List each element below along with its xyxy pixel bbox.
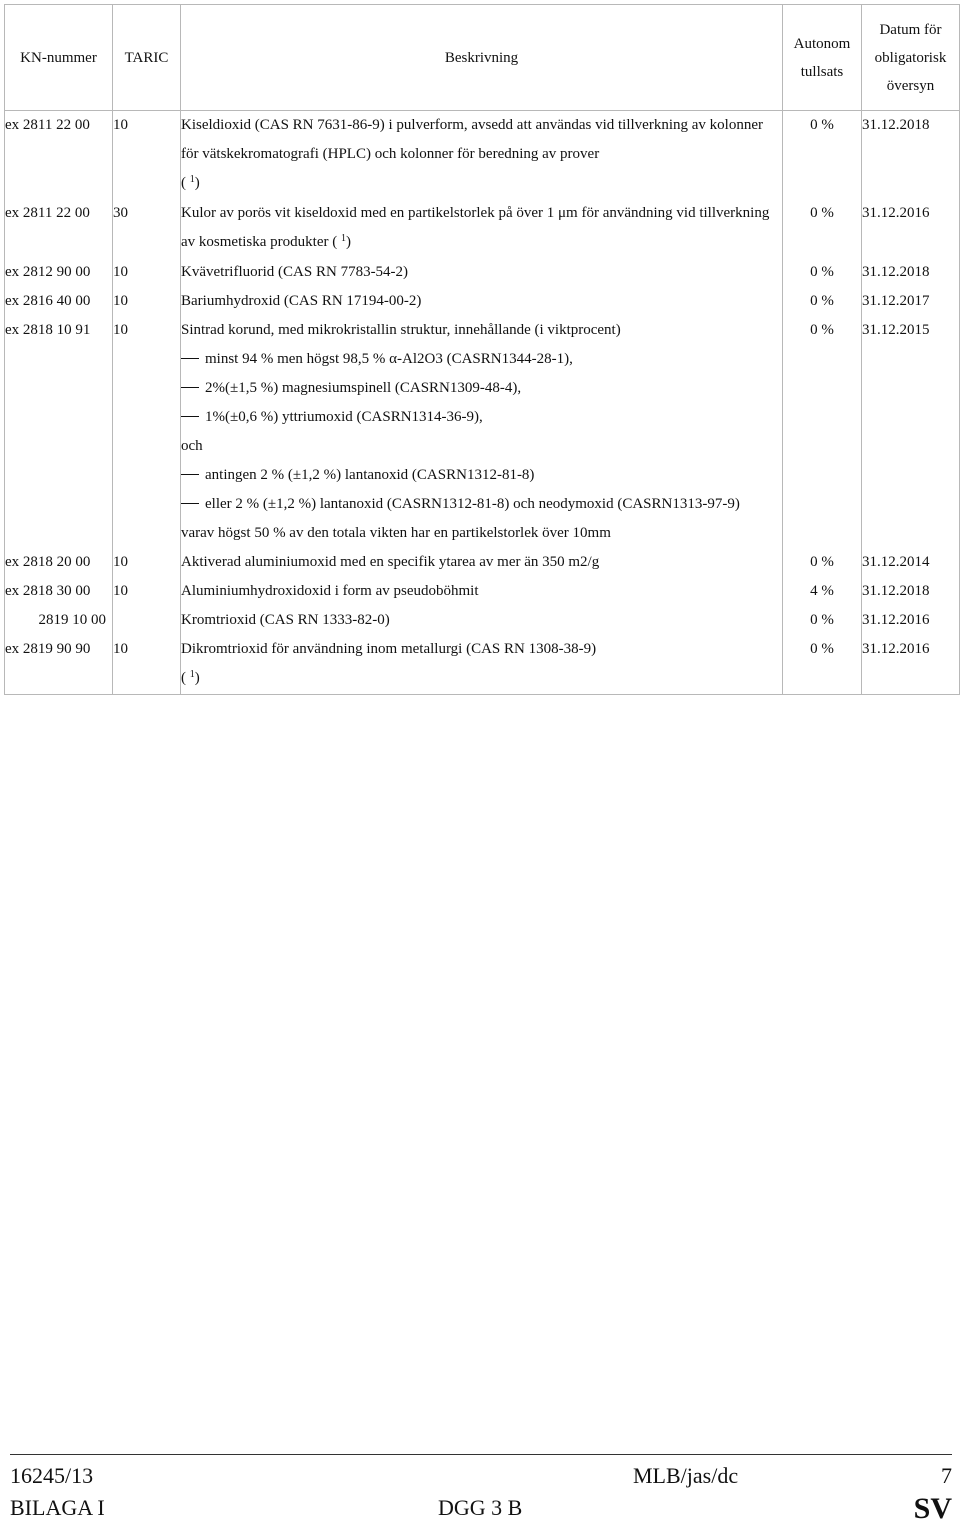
description: Kromtrioxid (CAS RN 1333-82-0) <box>181 606 783 635</box>
dash-bullet <box>181 387 199 388</box>
header-date-line2: obligatorisk <box>874 49 947 66</box>
duty-rate: 0 % <box>783 111 862 200</box>
table-row <box>5 577 960 606</box>
header-rate-line1: Autonom <box>793 35 851 52</box>
footnote-close: ) <box>194 670 200 686</box>
dash-bullet <box>181 474 199 475</box>
footnote-ref: 1 <box>189 174 195 185</box>
taric-code: 10 <box>113 548 181 577</box>
footnote-ref: 1 <box>189 669 195 680</box>
list-item-text: eller 2 % (±1,2 %) lantanoxid (CASRN1312-81-8) och neodymoxid (CASRN1313-97-9) <box>205 496 740 512</box>
kn-number: ex 2812 90 00 <box>5 258 113 287</box>
kn-number: ex 2811 22 00 <box>5 111 113 200</box>
table-row <box>5 287 960 316</box>
dash-bullet <box>181 416 199 417</box>
dash-bullet <box>181 503 199 504</box>
taric-code: 10 <box>113 287 181 316</box>
list-item <box>181 403 782 432</box>
header-date-line1: Datum för <box>879 21 942 38</box>
kn-number: ex 2818 20 00 <box>5 548 113 577</box>
header-rate <box>783 5 862 111</box>
footnote-open: ( <box>332 234 338 250</box>
description-text: Kulor av porös vit kiseldoxid med en partikelstorlek på över 1 μm för användning vid tillverkning av kosmetiska produkter <box>181 205 770 250</box>
description <box>181 111 783 200</box>
header-review-date <box>862 5 960 111</box>
kn-number: ex 2818 30 00 <box>5 577 113 606</box>
description <box>181 199 783 258</box>
taric-code: 10 <box>113 577 181 606</box>
taric-code: 10 <box>113 258 181 287</box>
list-item <box>181 461 782 490</box>
list-item-text: antingen 2 % (±1,2 %) lantanoxid (CASRN1312-81-8) <box>205 467 535 483</box>
footer-initials: MLB/jas/dc <box>633 1463 739 1488</box>
review-date: 31.12.2016 <box>862 635 960 695</box>
table-row <box>5 111 960 200</box>
review-date: 31.12.2014 <box>862 548 960 577</box>
footer-annex: BILAGA I <box>10 1495 105 1520</box>
footnote-close: ) <box>194 175 200 191</box>
tariff-table <box>4 4 960 695</box>
list-item <box>181 374 782 403</box>
duty-rate: 0 % <box>783 316 862 548</box>
taric-code: 10 <box>113 635 181 695</box>
header-kn: KN-nummer <box>5 5 113 111</box>
description-tail: varav högst 50 % av den totala vikten har en partikelstorlek över 10mm <box>181 525 611 541</box>
description-text: Kiseldioxid (CAS RN 7631-86-9) i pulverform, avsedd att användas vid tillverkning av kolonner för vätskekromatografi (HPLC) och kolonner för beredning av prover <box>181 117 763 162</box>
review-date: 31.12.2018 <box>862 258 960 287</box>
footer-dgg: DGG 3 B <box>438 1495 523 1520</box>
description-text: Sintrad korund, med mikrokristallin struktur, innehållande (i viktprocent) <box>181 322 621 338</box>
footer-page-number: 7 <box>941 1463 952 1488</box>
table-row <box>5 199 960 258</box>
kn-number: ex 2818 10 91 <box>5 316 113 548</box>
duty-rate: 4 % <box>783 577 862 606</box>
review-date: 31.12.2015 <box>862 316 960 548</box>
taric-code: 30 <box>113 199 181 258</box>
description: Bariumhydroxid (CAS RN 17194-00-2) <box>181 287 783 316</box>
footnote-open: ( <box>181 670 186 686</box>
description: Aluminiumhydroxidoxid i form av pseudoböhmit <box>181 577 783 606</box>
review-date: 31.12.2016 <box>862 199 960 258</box>
taric-code: 10 <box>113 111 181 200</box>
taric-code <box>113 606 181 635</box>
description <box>181 635 783 695</box>
kn-number: ex 2819 90 90 <box>5 635 113 695</box>
header-rate-line2: tullsats <box>800 63 844 80</box>
description: Aktiverad aluminiumoxid med en specifik ytarea av mer än 350 m2/g <box>181 548 783 577</box>
list-item-text: 2%(±1,5 %) magnesiumspinell (CASRN1309-48-4), <box>205 380 522 396</box>
table-header-row <box>5 5 960 111</box>
header-date-line3: översyn <box>886 77 935 94</box>
dash-bullet <box>181 358 199 359</box>
table-row <box>5 635 960 695</box>
description <box>181 316 783 548</box>
duty-rate: 0 % <box>783 258 862 287</box>
duty-rate: 0 % <box>783 606 862 635</box>
header-taric: TARIC <box>113 5 181 111</box>
footer-language: SV <box>913 1492 952 1525</box>
list-item <box>181 345 782 374</box>
kn-number: 2819 10 00 <box>5 606 113 635</box>
kn-number: ex 2816 40 00 <box>5 287 113 316</box>
footer-divider <box>10 1454 952 1455</box>
description: Kvävetrifluorid (CAS RN 7783-54-2) <box>181 258 783 287</box>
footnote-close: ) <box>345 234 351 250</box>
review-date: 31.12.2017 <box>862 287 960 316</box>
duty-rate: 0 % <box>783 287 862 316</box>
kn-number: ex 2811 22 00 <box>5 199 113 258</box>
taric-code: 10 <box>113 316 181 548</box>
duty-rate: 0 % <box>783 548 862 577</box>
duty-rate: 0 % <box>783 635 862 695</box>
table-row <box>5 316 960 548</box>
och-text: och <box>181 438 203 454</box>
footer-doc-number: 16245/13 <box>10 1463 94 1488</box>
list-item-text: minst 94 % men högst 98,5 % α-Al2O3 (CASRN1344-28-1), <box>205 351 573 367</box>
description-text: Dikromtrioxid för användning inom metallurgi (CAS RN 1308-38-9) <box>181 641 597 657</box>
header-description: Beskrivning <box>181 5 783 111</box>
table-row <box>5 606 960 635</box>
list-item <box>181 490 782 519</box>
footnote-open: ( <box>181 175 186 191</box>
list-item-text: 1%(±0,6 %) yttriumoxid (CASRN1314-36-9), <box>205 409 483 425</box>
review-date: 31.12.2018 <box>862 111 960 200</box>
footnote-ref: 1 <box>340 233 346 244</box>
review-date: 31.12.2016 <box>862 606 960 635</box>
table-row <box>5 258 960 287</box>
duty-rate: 0 % <box>783 199 862 258</box>
table-row <box>5 548 960 577</box>
review-date: 31.12.2018 <box>862 577 960 606</box>
